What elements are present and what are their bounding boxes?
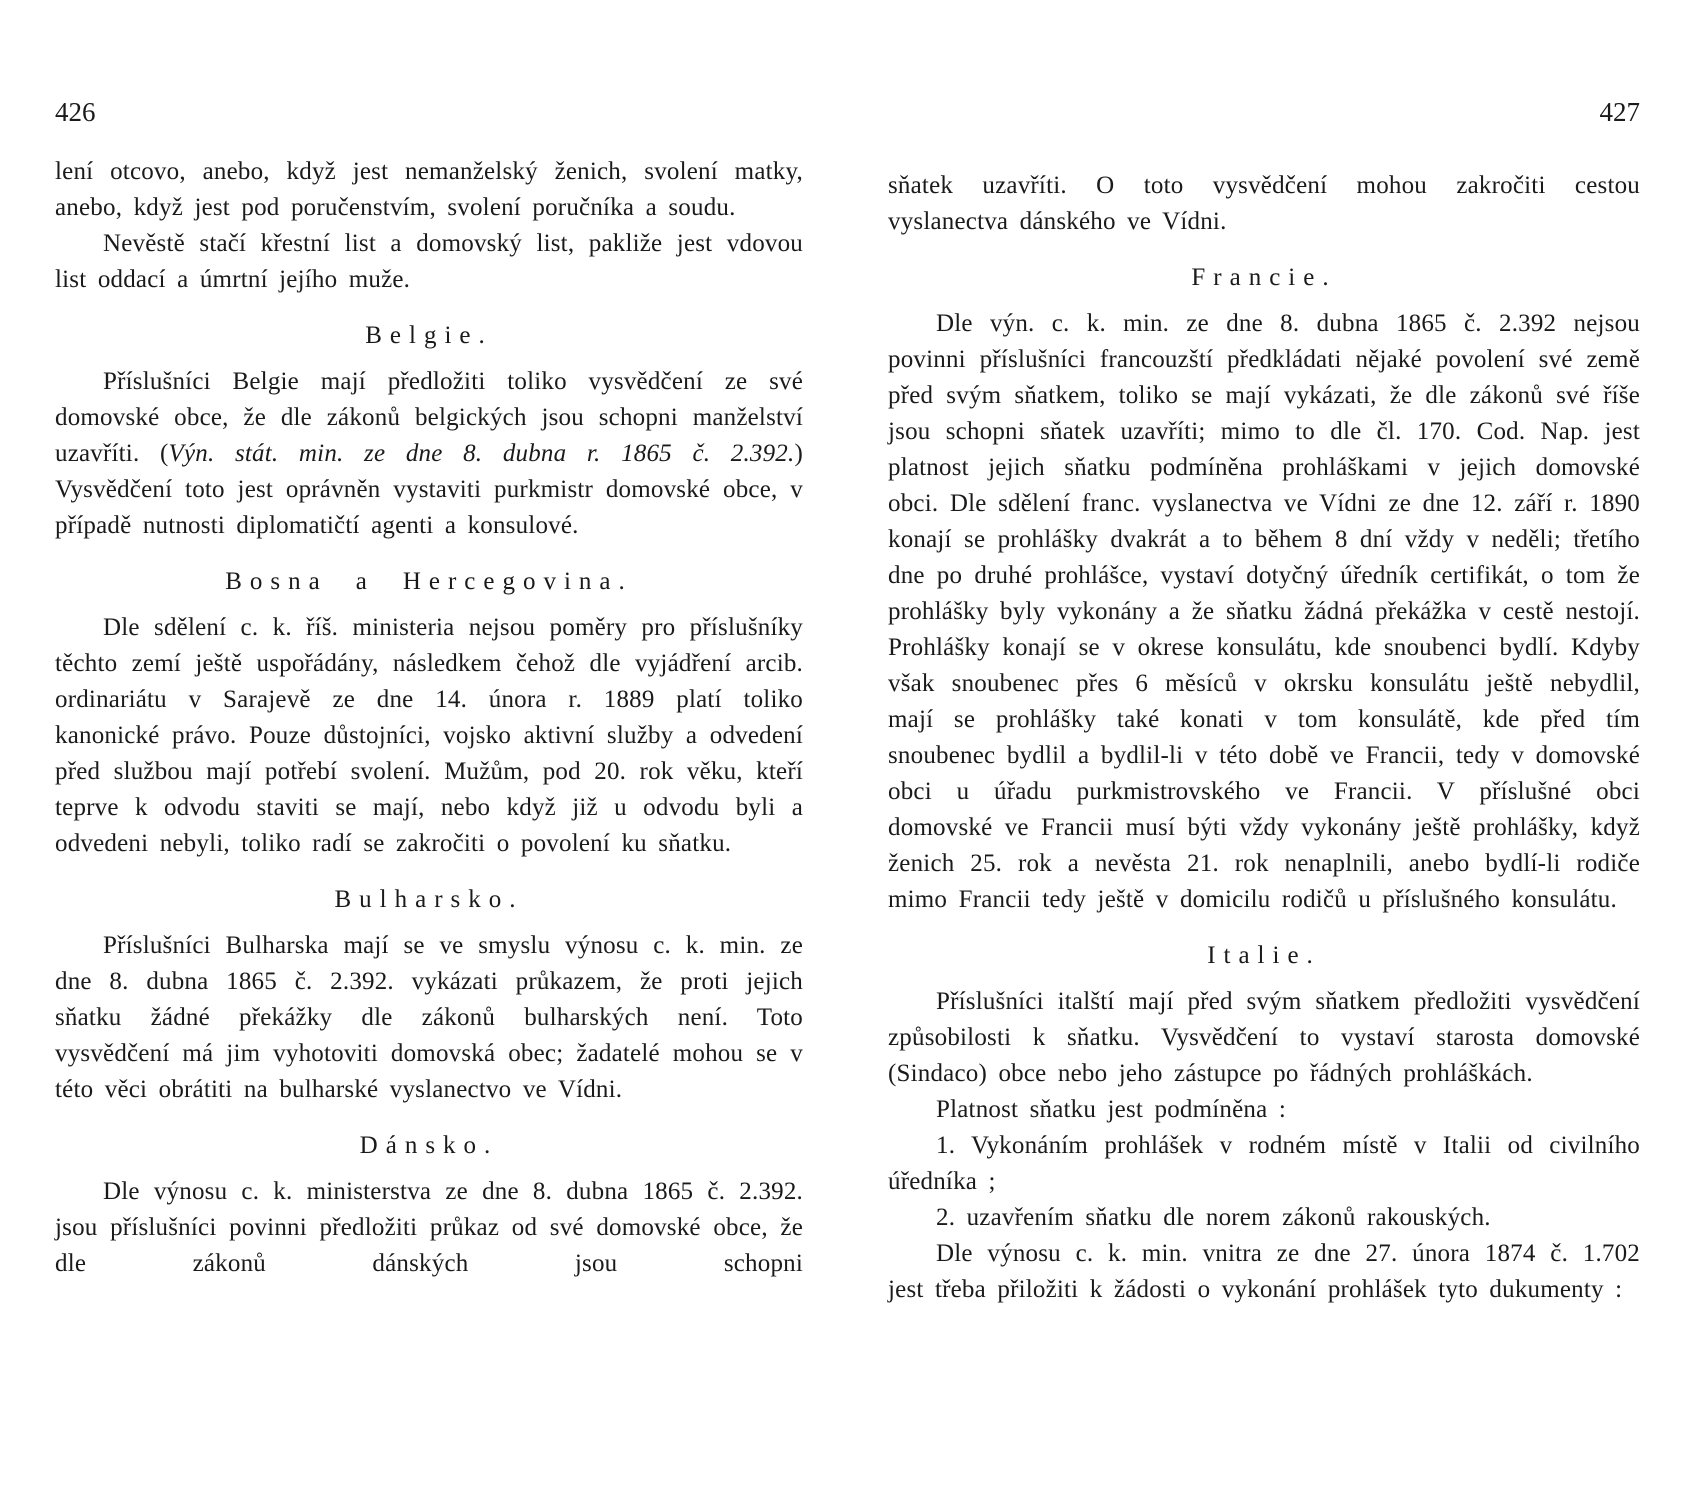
section-heading-francie: Francie. bbox=[1191, 264, 1337, 291]
paragraph-dansko: Dle výnosu c. k. ministerstva ze dne 8. dubna 1865 č. 2.392. jsou příslušníci povinni předložiti průkaz od své domovské obce, že dle zákonů dánských jsou schopni bbox=[55, 1178, 803, 1277]
paragraph-francie: Dle výn. c. k. min. ze dne 8. dubna 1865 č. 2.392 nejsou povinni příslušníci francouzští předkládati nějaké povolení své země před svým sňatkem, toliko se mají vykázati, že dle zákonů své říše jsou schopni sňatek uzavříti; mimo to dle čl. 170. Cod. Nap. jest platnost jejich sňatku podmíněna prohláškami v jejich domovské obci. Dle sdělení franc. vyslanectva ve Vídni ze dne 12. září r. 1890 konají se prohlášky dvakrát a to během 8 dní vždy v neděli; třetího dne po druhé prohlášce, vystaví dotyčný úředník certifikát, o tom že prohlášky byly vykonány a že sňatku žádná překážka v cestě nestojí. Prohlášky konají se v okrese konsulátu, kde snoubenci bydlí. Kdyby však snoubenec přes 6 měsíců v okrsku konsulátu ještě nebydlil, mají se prohlášky také konati v tom konsulátě, kde před tím snoubenec bydlil a bydlil-li v této době ve Francii, tedy v domovské obci u úřadu purkmistrovského ve Francii. V příslušné obci domovské ve Francii musí býti vždy vykonány ještě prohlášky, když ženich 25. rok a nevěsta 21. rok nenaplnili, anebo bydlí-li rodiče mimo Francii tedy ještě v domicilu rodičů u příslušného konsulátu. bbox=[888, 310, 1640, 913]
paragraph-continuation-right: sňatek uzavříti. O toto vysvědčení mohou zakročiti cestou vyslanectva dánského ve Vídni. bbox=[888, 172, 1640, 235]
paragraph-platnost: Platnost sňatku jest podmíněna : bbox=[936, 1096, 1286, 1123]
left-page-column bbox=[55, 96, 803, 1282]
section-heading-italie: Italie. bbox=[1207, 942, 1321, 969]
paragraph-bosna: Dle sdělení c. k. říš. ministeria nejsou poměry pro příslušníky těchto zemí ještě uspořádány, následkem čehož dle vyjádření arcib. ordinariátu v Sarajevě ze dne 14. února r. 1889 platí toliko kanonické právo. Pouze důstojníci, vojsko aktivní služby a odvedení před službou mají potřebí svolení. Mužům, pod 20. rok věku, kteří teprve k odvodu staviti se mají, nebo když již u odvodu byli a odvedeni nebyli, toliko radí se zakročiti o povolení ku sňatku. bbox=[55, 614, 803, 857]
page-number-right: 427 bbox=[1599, 97, 1640, 127]
paragraph-continuation-left: lení otcovo, anebo, když jest nemanželský ženich, svolení matky, anebo, když jest pod poručenstvím, svolení poručníka a soudu. bbox=[55, 158, 803, 221]
paragraph-bulharsko: Příslušníci Bulharska mají se ve smyslu výnosu c. k. min. ze dne 8. dubna 1865 č. 2.392. vykázati průkazem, že proti jejich sňatku žádné překážky dle zákonů bulharských není. Toto vysvědčení má jim vyhotoviti domovská obec; žadatelé mohou se v této věci obrátiti na bulharské vyslanectvo ve Vídni. bbox=[55, 932, 803, 1103]
section-heading-bulharsko: Bulharsko. bbox=[334, 886, 524, 913]
section-heading-belgie: Belgie. bbox=[365, 322, 493, 349]
paragraph-belgie bbox=[55, 364, 803, 544]
top-spacer bbox=[888, 154, 1640, 168]
right-page-column bbox=[888, 96, 1640, 1308]
paragraph-italie: Příslušníci italští mají před svým sňatkem předložiti vysvědčení způsobilosti k sňatku. Vysvědčení to vystaví starosta domovské (Sindaco) obce nebo jeho zástupce po řádných prohláškách. bbox=[888, 988, 1640, 1087]
paragraph-nevesta: Nevěstě stačí křestní list a domovský list, pakliže jest vdovou list oddací a úmrtní jejího muže. bbox=[55, 230, 803, 293]
paragraph-vynos: Dle výnosu c. k. min. vnitra ze dne 27. února 1874 č. 1.702 jest třeba přiložiti k žádosti o vykonání prohlášek tyto dukumenty : bbox=[888, 1240, 1640, 1303]
belgie-citation-italic: Výn. stát. min. ze dne 8. dubna r. 1865 č. 2.392. bbox=[168, 440, 795, 467]
list-item-2: 2. uzavřením sňatku dle norem zákonů rakouských. bbox=[936, 1204, 1491, 1231]
section-heading-dansko: Dánsko. bbox=[359, 1132, 499, 1159]
page-number-left: 426 bbox=[55, 97, 96, 127]
belgie-text-after: ) Vysvědčení toto jest oprávněn vystaviti purkmistr domovské obce, v případě nutnosti diplomatičtí agenti a konsulové. bbox=[55, 440, 803, 539]
section-heading-bosna: Bosna a Hercegovina. bbox=[225, 568, 633, 595]
belgie-text-before: Příslušníci Belgie mají předložiti toliko vysvědčení ze své domovské obce, že dle zákonů belgických jsou schopni manželství uzavříti. ( bbox=[55, 368, 803, 467]
list-item-1: 1. Vykonáním prohlášek v rodném místě v Italii od civilního úředníka ; bbox=[888, 1132, 1640, 1195]
